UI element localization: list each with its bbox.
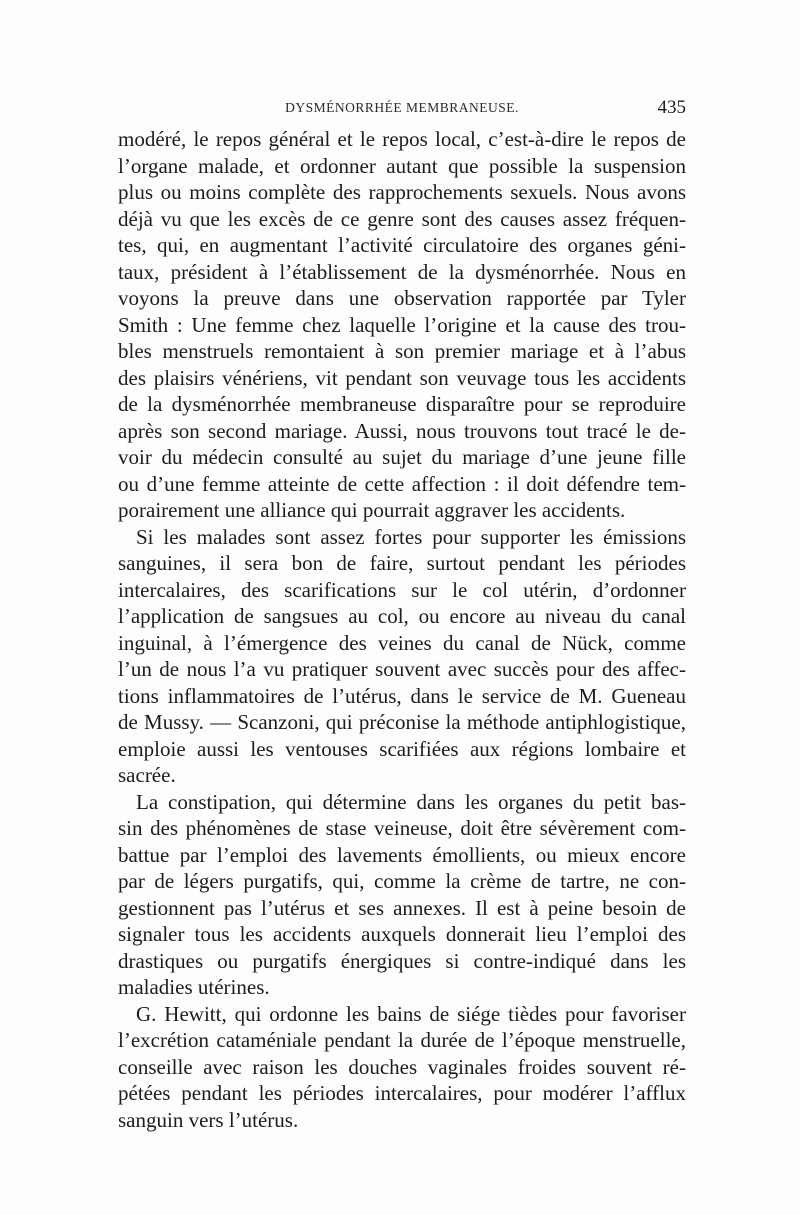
text-line: battue par l’emploi des lavements émollients, ou mieux encore bbox=[118, 842, 686, 867]
running-head bbox=[118, 97, 686, 122]
text-line: signaler tous les accidents auxquels donnerait lieu l’emploi des bbox=[118, 922, 686, 946]
running-title: DYSMÉNORRHÉE MEMBRANEUSE. bbox=[285, 100, 519, 115]
paragraph-2 bbox=[118, 524, 686, 789]
text-line: déjà vu que les excès de ce genre sont des causes assez fréquen- bbox=[118, 206, 686, 231]
text-line: maladies utérines. bbox=[118, 975, 270, 999]
text-line: l’organe malade, et ordonner autant que possible la suspension bbox=[118, 153, 686, 178]
text-line: ou d’une femme atteinte de cette affection : il doit défendre tem- bbox=[118, 471, 686, 496]
page-number: 435 bbox=[657, 97, 686, 118]
text-line: drastiques ou purgatifs énergiques si contre-indiqué dans les bbox=[118, 948, 686, 973]
text-line: La constipation, qui détermine dans les organes du petit bas- bbox=[136, 789, 686, 814]
paragraph-3 bbox=[118, 789, 686, 1001]
text-line: l’application de sangsues au col, ou encore au niveau du canal bbox=[118, 604, 686, 628]
text-line: G. Hewitt, qui ordonne les bains de siége tièdes pour favoriser bbox=[136, 1001, 686, 1026]
text-line: sanguines, il sera bon de faire, surtout pendant les périodes bbox=[118, 551, 686, 575]
text-line: Si les malades sont assez fortes pour supporter les émissions bbox=[136, 524, 686, 549]
text-line: plus ou moins complète des rapprochements sexuels. Nous avons bbox=[118, 180, 686, 204]
body-text bbox=[118, 126, 686, 1133]
text-line: taux, président à l’établissement de la dysménorrhée. Nous en bbox=[118, 259, 686, 284]
text-line: sin des phénomènes de stase veineuse, doit être sévèrement com- bbox=[118, 816, 686, 840]
paragraph-4 bbox=[118, 1001, 686, 1134]
text-line: sacrée. bbox=[118, 763, 176, 787]
text-line: emploie aussi les ventouses scarifiées aux régions lombaire et bbox=[118, 736, 686, 761]
text-line: porairement une alliance qui pourrait aggraver les accidents. bbox=[118, 498, 626, 522]
text-line: l’excrétion cataméniale pendant la durée de l’époque menstruelle, bbox=[118, 1028, 686, 1052]
text-line: intercalaires, des scarifications sur le col utérin, d’ordonner bbox=[118, 577, 686, 602]
text-line: bles menstruels remontaient à son premier mariage et à l’abus bbox=[118, 339, 686, 363]
text-line: l’un de nous l’a vu pratiquer souvent avec succès pour des affec- bbox=[118, 657, 686, 681]
paragraph-1 bbox=[118, 126, 686, 524]
text-line: de la dysménorrhée membraneuse disparaître pour se reproduire bbox=[118, 392, 686, 416]
text-line: après son second mariage. Aussi, nous trouvons tout tracé le de- bbox=[118, 418, 686, 443]
text-line: gestionnent pas l’utérus et ses annexes. Il est à peine besoin de bbox=[118, 895, 686, 920]
text-line: voyons la preuve dans une observation rapportée par Tyler bbox=[118, 286, 686, 310]
text-line: de Mussy. — Scanzoni, qui préconise la méthode antiphlogistique, bbox=[118, 710, 686, 734]
text-line: tions inflammatoires de l’utérus, dans le service de M. Gueneau bbox=[118, 683, 686, 708]
text-line: tes, qui, en augmentant l’activité circulatoire des organes géni- bbox=[118, 233, 686, 257]
text-line: par de légers purgatifs, qui, comme la crème de tartre, ne con- bbox=[118, 869, 686, 893]
text-line: modéré, le repos général et le repos local, c’est-à-dire le repos de bbox=[118, 127, 686, 151]
text-line: sanguin vers l’utérus. bbox=[118, 1107, 299, 1132]
text-line: voir du médecin consulté au sujet du mariage d’une jeune fille bbox=[118, 445, 686, 469]
text-line: conseille avec raison les douches vaginales froides souvent ré- bbox=[118, 1054, 686, 1079]
text-line: pétées pendant les périodes intercalaires, pour modérer l’afflux bbox=[118, 1081, 686, 1105]
text-line: des plaisirs vénériens, vit pendant son veuvage tous les accidents bbox=[118, 365, 686, 390]
text-line: inguinal, à l’émergence des veines du canal de Nück, comme bbox=[118, 630, 686, 655]
text-line: Smith : Une femme chez laquelle l’origine et la cause des trou- bbox=[118, 312, 686, 337]
